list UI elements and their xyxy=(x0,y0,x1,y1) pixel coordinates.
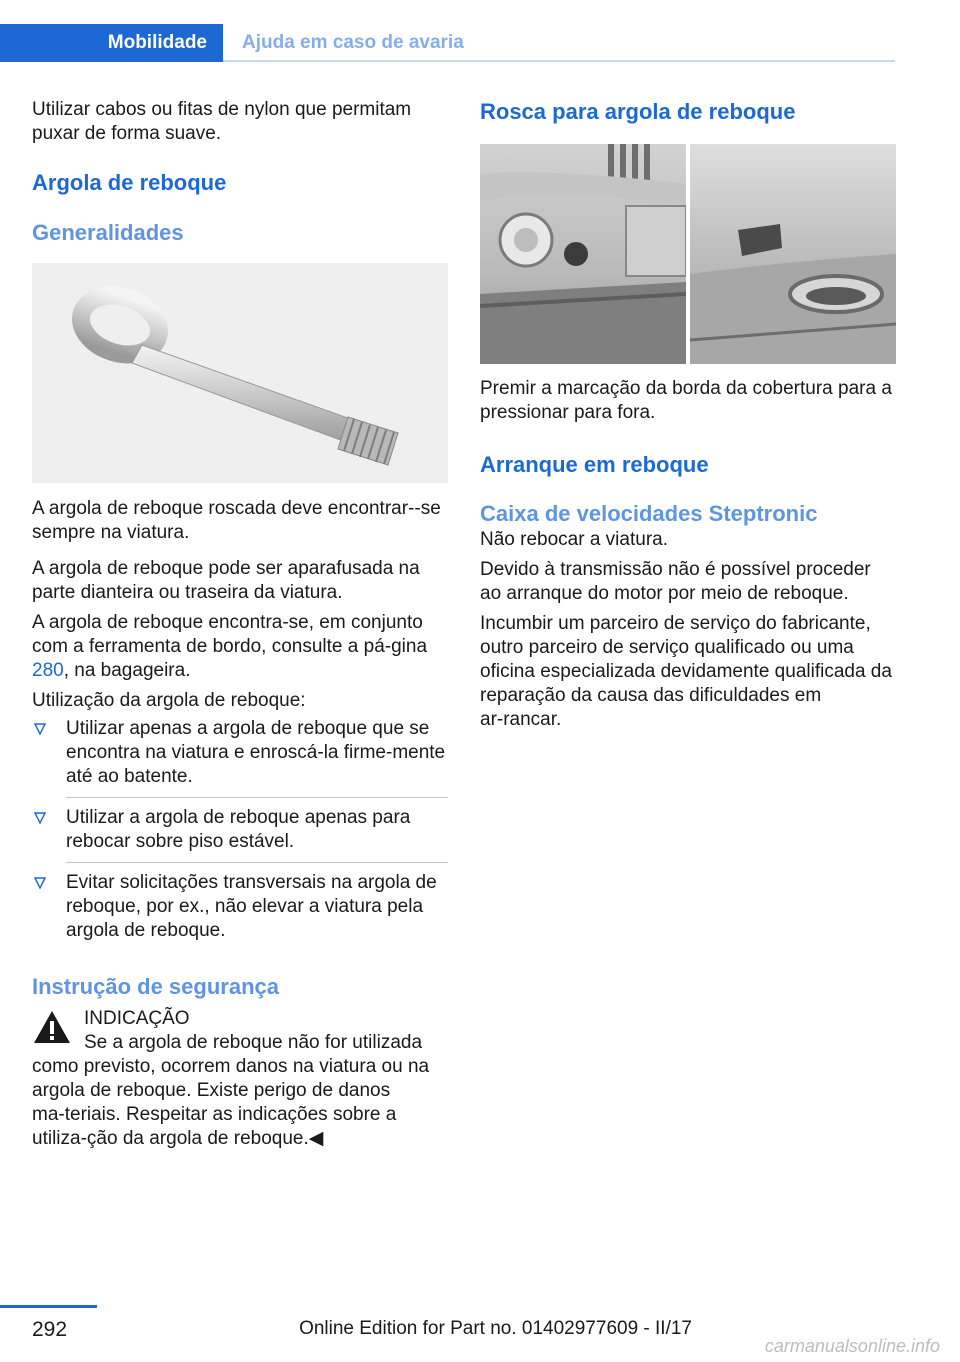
list-item-text: Utilizar a argola de reboque apenas para rebocar sobre piso estável. xyxy=(66,807,411,852)
heading-generalidades: Generalidades xyxy=(32,220,184,245)
warning-triangle-icon xyxy=(32,1009,72,1045)
list-item xyxy=(32,717,448,789)
list-divider xyxy=(66,862,448,863)
triangle-bullet-icon xyxy=(34,812,46,824)
page-link-280[interactable]: 280 xyxy=(32,660,64,681)
tow-eye-illustration xyxy=(32,263,448,483)
paragraph-no-tow: Não rebocar a viatura. xyxy=(480,529,668,550)
bumper-icon xyxy=(480,144,896,364)
tow-eye-icon xyxy=(32,263,448,483)
header-rule xyxy=(223,60,895,62)
heading-arranque: Arranque em reboque xyxy=(480,452,709,477)
location-text-after: , na bagageira. xyxy=(63,660,191,681)
right-column xyxy=(480,98,896,732)
warning-text: Se a argola de reboque não for utilizada como previsto, ocorrem danos na viatura ou na argola de reboque. Existe perigo de danos ma‑teriais. Respeitar as indicações sobre a utiliza‑ção da argola de reboque.◀ xyxy=(32,1032,430,1149)
paragraph-transmission: Devido à transmissão não é possível proceder ao arranque do motor por meio de reboque. xyxy=(480,559,871,604)
warning-block xyxy=(32,1007,448,1151)
list-item xyxy=(32,806,448,854)
heading-rosca: Rosca para argola de reboque xyxy=(480,99,796,124)
tab-ajuda-avaria[interactable]: Ajuda em caso de avaria xyxy=(242,32,464,53)
heading-argola: Argola de reboque xyxy=(32,170,227,195)
paragraph-front-or-rear: A argola de reboque pode ser aparafusada na parte dianteira ou traseira da viatura. xyxy=(32,558,420,603)
heading-safety: Instrução de segurança xyxy=(32,974,279,999)
header-tabs xyxy=(0,24,895,62)
list-item-text: Utilizar apenas a argola de reboque que se encontra na viatura e enroscá-la firme‑mente até ao batente. xyxy=(66,718,446,787)
paragraph-location xyxy=(32,611,448,683)
list-rule-wrap xyxy=(32,862,448,863)
bumper-photos xyxy=(480,144,896,364)
paragraph-service-partner: Incumbir um parceiro de serviço do fabricante, outro parceiro de serviço qualificado ou uma oficina especializada devidamente qualificada da reparação da causa das dificuldades em ar‑rancar. xyxy=(480,613,892,730)
heading-steptronic: Caixa de velocidades Steptronic xyxy=(480,501,818,526)
list-item xyxy=(32,871,448,943)
left-column xyxy=(32,98,448,1151)
list-rule-wrap xyxy=(32,797,448,798)
usage-list xyxy=(32,717,448,943)
list-divider xyxy=(66,797,448,798)
page-number: 292 xyxy=(32,1318,68,1341)
watermark: carmanualsonline.info xyxy=(764,1336,940,1356)
list-item-text: Evitar solicitações transversais na argola de reboque, por ex., não elevar a viatura pela argola de reboque. xyxy=(66,872,437,941)
triangle-bullet-icon xyxy=(34,723,46,735)
paragraph-must-be-in-car: A argola de reboque roscada deve encontrar‑‑se sempre na viatura. xyxy=(32,498,441,543)
paragraph-press-marking: Premir a marcação da borda da cobertura para a pressionar para fora. xyxy=(480,378,892,423)
paragraph-usage-intro: Utilização da argola de reboque: xyxy=(32,690,306,711)
footer-rule xyxy=(0,1305,97,1308)
edition-text: Online Edition for Part no. 01402977609 - II/17 xyxy=(299,1318,692,1339)
warning-title: INDICAÇÃO xyxy=(84,1008,190,1029)
intro-text: Utilizar cabos ou fitas de nylon que permitam puxar de forma suave. xyxy=(32,99,412,144)
location-text-before: A argola de reboque encontra-se, em conjunto com a ferramenta de bordo, consulte a pá‑gina xyxy=(32,612,428,657)
triangle-bullet-icon xyxy=(34,877,46,889)
tab-mobilidade[interactable]: Mobilidade xyxy=(0,24,223,62)
